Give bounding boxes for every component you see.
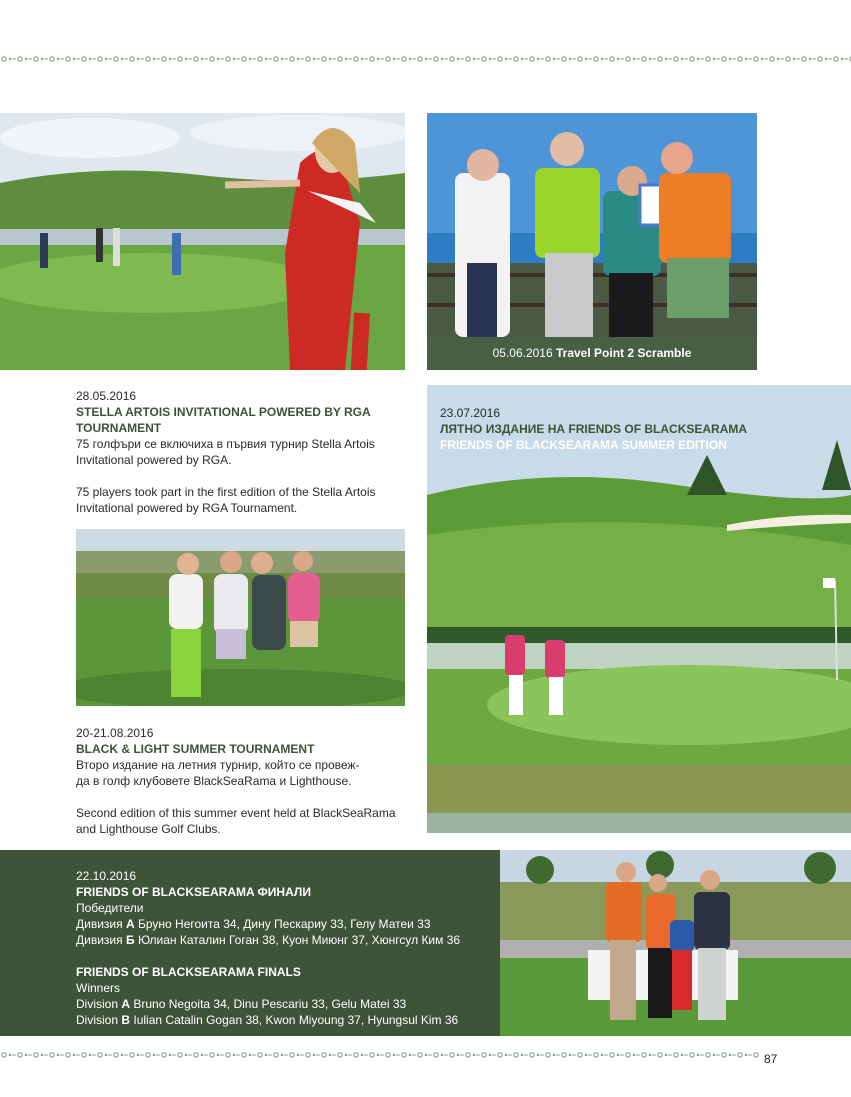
photo-group-certificate bbox=[427, 113, 757, 337]
article-title: STELLA ARTOIS INVITATIONAL POWERED BY RGA bbox=[76, 405, 371, 419]
finals-winners-en: Winners bbox=[76, 981, 121, 995]
article-date: 20-21.08.2016 bbox=[76, 726, 154, 740]
finals-division-b-bg: Дивизия Б Юлиан Каталин Гоган 38, Куон Миюнг 37, Хюнгсул Ким 36 bbox=[76, 933, 461, 947]
article-summer-edition-heading bbox=[440, 405, 747, 453]
caption-date: 05.06.2016 bbox=[492, 346, 553, 360]
article-text-en-cont: Invitational powered by RGA Tournament. bbox=[76, 501, 298, 515]
finals-title-bg: FRIENDS OF BLACKSEARAMA ФИНАЛИ bbox=[76, 885, 311, 899]
article-text-bg: 75 голфъри се включиха в първия турнир Stella Artois bbox=[76, 437, 375, 451]
photo-finals-winners bbox=[500, 850, 851, 1036]
caption-title: Travel Point 2 Scramble bbox=[556, 346, 692, 360]
finals-division-b-en: Division B Iulian Catalin Gogan 38, Kwon Miyoung 37, Hyungsul Kim 36 bbox=[76, 1013, 459, 1027]
article-black-light bbox=[76, 725, 396, 837]
finals-date: 22.10.2016 bbox=[76, 869, 137, 883]
finals-panel bbox=[0, 850, 500, 1036]
article-stella-artois bbox=[76, 388, 376, 516]
article-text-bg-cont: да в голф клубовете BlackSeaRama и Lighthouse. bbox=[76, 774, 352, 788]
photo-ladies-group bbox=[76, 529, 405, 706]
decorative-border-top bbox=[0, 52, 851, 66]
article-text-en: Second edition of this summer event held at BlackSeaRama bbox=[76, 806, 396, 820]
finals-division-a-bg: Дивизия А Бруно Негоита 34, Дину Пескариу 33, Гелу Матеи 33 bbox=[76, 917, 431, 931]
article-title-bg: ЛЯТНО ИЗДАНИЕ НА FRIENDS OF BLACKSEARAMA bbox=[440, 422, 748, 436]
finals-winners-bg: Победители bbox=[76, 901, 144, 915]
article-date: 23.07.2016 bbox=[440, 406, 501, 420]
page-number: 87 bbox=[764, 1052, 778, 1066]
article-text-bg: Второ издание на летния турнир, който се провеж- bbox=[76, 758, 360, 772]
article-title-cont: TOURNAMENT bbox=[76, 421, 162, 435]
article-title: BLACK & LIGHT SUMMER TOURNAMENT bbox=[76, 742, 315, 756]
article-title-en: FRIENDS OF BLACKSEARAMA SUMMER EDITION bbox=[440, 438, 727, 452]
finals-title-en: FRIENDS OF BLACKSEARAMA FINALS bbox=[76, 965, 301, 979]
photo-caption-travel-point bbox=[427, 337, 757, 370]
article-text-bg-cont: Invitational powered by RGA. bbox=[76, 453, 232, 467]
finals-division-a-en: Division A Bruno Negoita 34, Dinu Pescariu 33, Gelu Matei 33 bbox=[76, 997, 407, 1011]
article-date: 28.05.2016 bbox=[76, 389, 137, 403]
article-text-en: 75 players took part in the first edition of the Stella Artois bbox=[76, 485, 376, 499]
decorative-border-bottom bbox=[0, 1048, 760, 1062]
article-text-en-cont: and Lighthouse Golf Clubs. bbox=[76, 822, 221, 836]
photo-golf-hostess bbox=[0, 113, 405, 370]
